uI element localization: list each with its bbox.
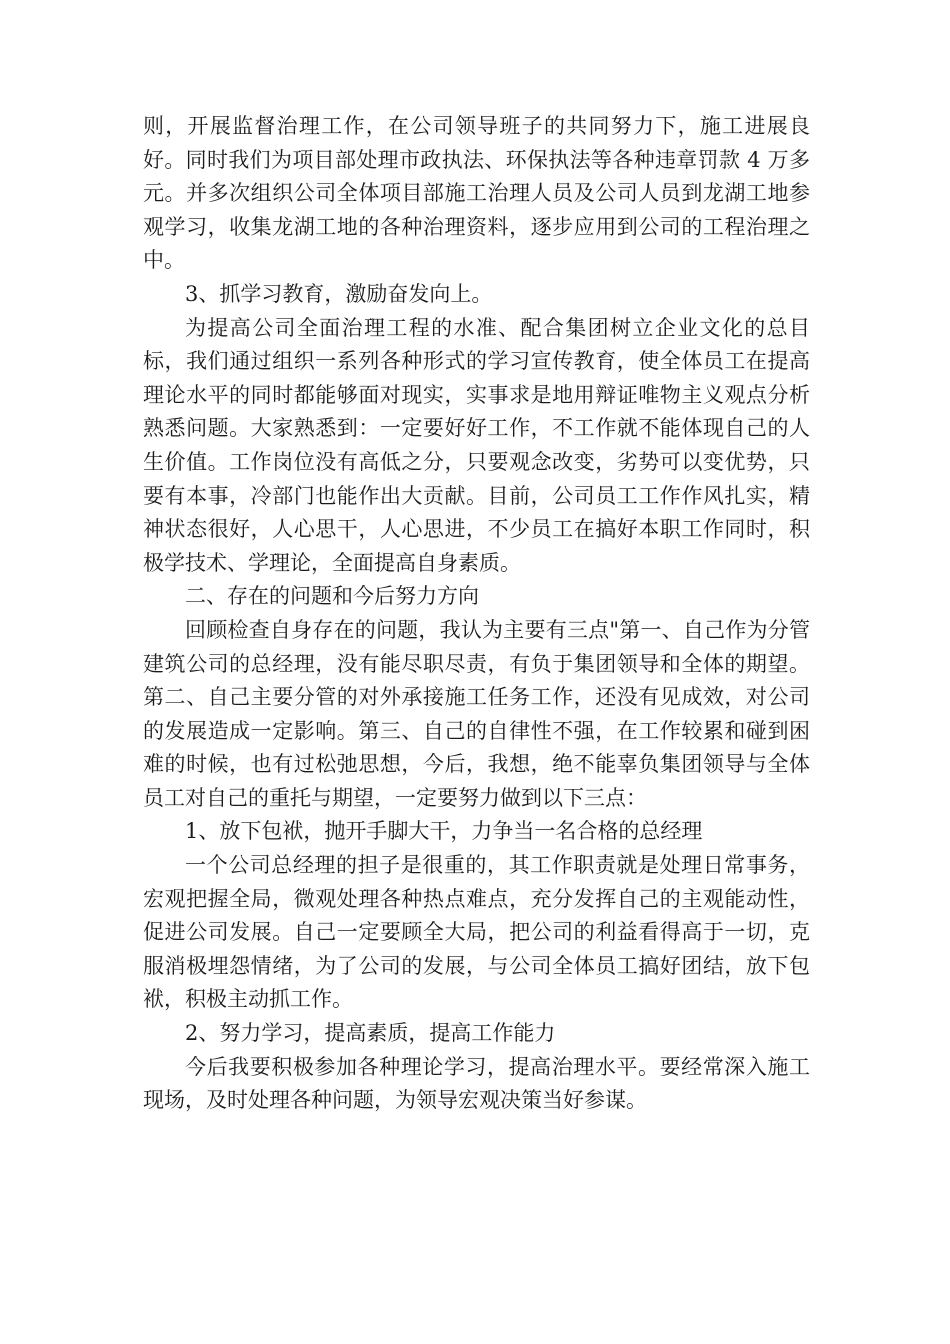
paragraph-6-heading: 1、放下包袱，抛开手脚大干，力争当一名合格的总经理	[185, 819, 703, 844]
paragraph-7: 一个公司总经理的担子是很重的，其工作职责就是处理日常事务，宏观把握全局，微观处理各种热点难点，充分发挥自己的主观能动性，促进公司发展。自己一定要顾全大局，把公司的利益看得高于一切，克服消极埋怨情绪，为了公司的发展，与公司全体员工搞好团结，放下包袱，积极主动抓工作。	[143, 853, 810, 1012]
paragraph-2-heading: 3、抓学习教育，激励奋发向上。	[185, 281, 493, 306]
paragraph-9: 今后我要积极参加各种理论学习，提高治理水平。要经常深入施工现场，及时处理各种问题，为领导宏观决策当好参谋。	[143, 1054, 810, 1113]
document-page	[143, 110, 810, 1118]
paragraph-3: 为提高公司全面治理工程的水准、配合集团树立企业文化的总目标，我们通过组织一系列各种形式的学习宣传教育，使全体员工在提高理论水平的同时都能够面对现实，实事求是地用辩证唯物主义观点分析熟悉问题。大家熟悉到：一定要好好工作，不工作就不能体现自己的人生价值。工作岗位没有高低之分，只要观念改变，劣势可以变优势，只要有本事，冷部门也能作出大贡献。目前，公司员工工作作风扎实，精神状态很好，人心思干，人心思进，不少员工在搞好本职工作同时，积极学技术、学理论，全面提高自身素质。	[143, 315, 810, 575]
section-heading: 二、存在的问题和今后努力方向	[185, 584, 479, 609]
paragraph-5: 回顾检查自身存在的问题，我认为主要有三点"第一、自己作为分管建筑公司的总经理，没有能尽职尽责，有负于集团领导和全体的期望。第二、自己主要分管的对外承接施工任务工作，还没有见成效，对公司的发展造成一定影响。第三、自己的自律性不强，在工作较累和碰到困难的时候，也有过松弛思想，今后，我想，绝不能辜负集团领导与全体员工对自己的重托与期望，一定要努力做到以下三点：	[143, 617, 810, 810]
paragraph-1: 则，开展监督治理工作，在公司领导班子的共同努力下，施工进展良好。同时我们为项目部处理市政执法、环保执法等各种违章罚款 4 万多元。并多次组织公司全体项目部施工治理人员及公司人员到龙湖工地参观学习，收集龙湖工地的各种治理资料，逐步应用到公司的工程治理之中。	[143, 114, 810, 273]
paragraph-8-heading: 2、努力学习，提高素质，提高工作能力	[185, 1021, 556, 1046]
